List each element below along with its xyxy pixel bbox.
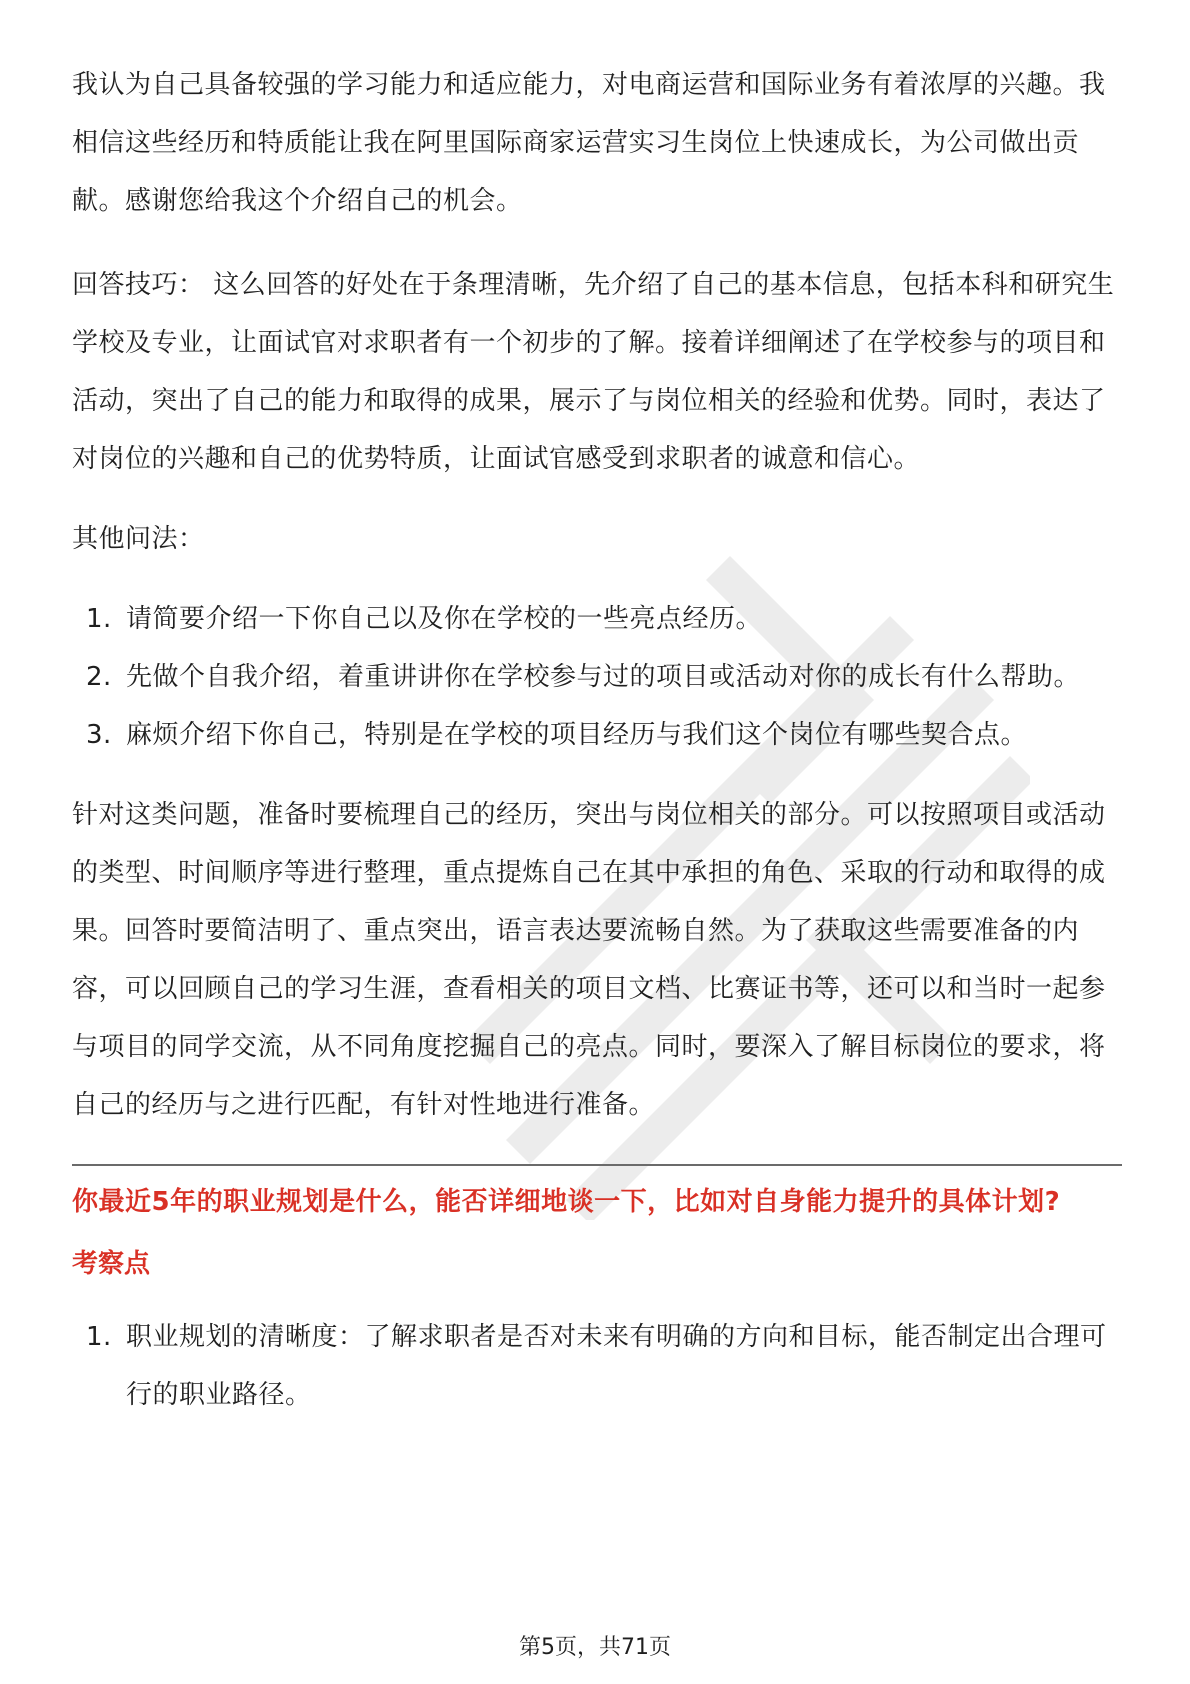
other-questions-label: 其他问法： [72,524,205,554]
other-questions-list [72,590,1124,764]
list-item [72,1308,1124,1424]
list-item-text: 请简要介绍一下你自己以及你在学校的一些亮点经历。 [126,604,763,634]
assessment-points-list [72,1308,1124,1424]
question-heading: 你最近5年的职业规划是什么，能否详细地谈一下，比如对自身能力提升的具体计划? [72,1187,1061,1217]
preparation-advice-paragraph: 针对这类问题，准备时要梳理自己的经历，突出与岗位相关的部分。可以按照项目或活动的类型、时间顺序等进行整理，重点提炼自己在其中承担的角色、采取的行动和取得的成果。回答时要简洁明了、重点突出，语言表达要流畅自然。为了获取这些需要准备的内容，可以回顾自己的学习生涯，查看相关的项目文档、比赛证书等，还可以和当时一起参与项目的同学交流，从不同角度挖掘自己的亮点。同时，要深入了解目标岗位的要求，将自己的经历与之进行匹配，有针对性地进行准备。 [72,800,1106,1120]
list-number: 3. [86,720,112,750]
list-item-text: 职业规划的清晰度：了解求职者是否对未来有明确的方向和目标，能否制定出合理可行的职业路径。 [126,1322,1107,1410]
document-body [72,56,1124,1424]
assessment-subheading: 考察点 [72,1249,151,1279]
answer-tips-paragraph: 回答技巧： 这么回答的好处在于条理清晰，先介绍了自己的基本信息，包括本科和研究生学校及专业，让面试官对求职者有一个初步的了解。接着详细阐述了在学校参与的项目和活动，突出了自己的能力和取得的成果，展示了与岗位相关的经验和优势。同时，表达了对岗位的兴趣和自己的优势特质，让面试官感受到求职者的诚意和信心。 [72,270,1115,474]
list-item [72,590,1124,648]
page-number: 第5页，共71页 [519,1635,671,1660]
list-number: 1. [86,604,112,634]
list-item-text: 麻烦介绍下你自己，特别是在学校的项目经历与我们这个岗位有哪些契合点。 [126,720,1028,750]
list-item [72,648,1124,706]
list-number: 1. [86,1322,112,1352]
intro-closing-paragraph: 我认为自己具备较强的学习能力和适应能力，对电商运营和国际业务有着浓厚的兴趣。我相信这些经历和特质能让我在阿里国际商家运营实习生岗位上快速成长，为公司做出贡献。感谢您给我这个介绍自己的机会。 [72,70,1106,216]
list-number: 2. [86,662,112,692]
section-divider [72,1164,1122,1166]
list-item-text: 先做个自我介绍，着重讲讲你在学校参与过的项目或活动对你的成长有什么帮助。 [126,662,1081,692]
list-item [72,706,1124,764]
